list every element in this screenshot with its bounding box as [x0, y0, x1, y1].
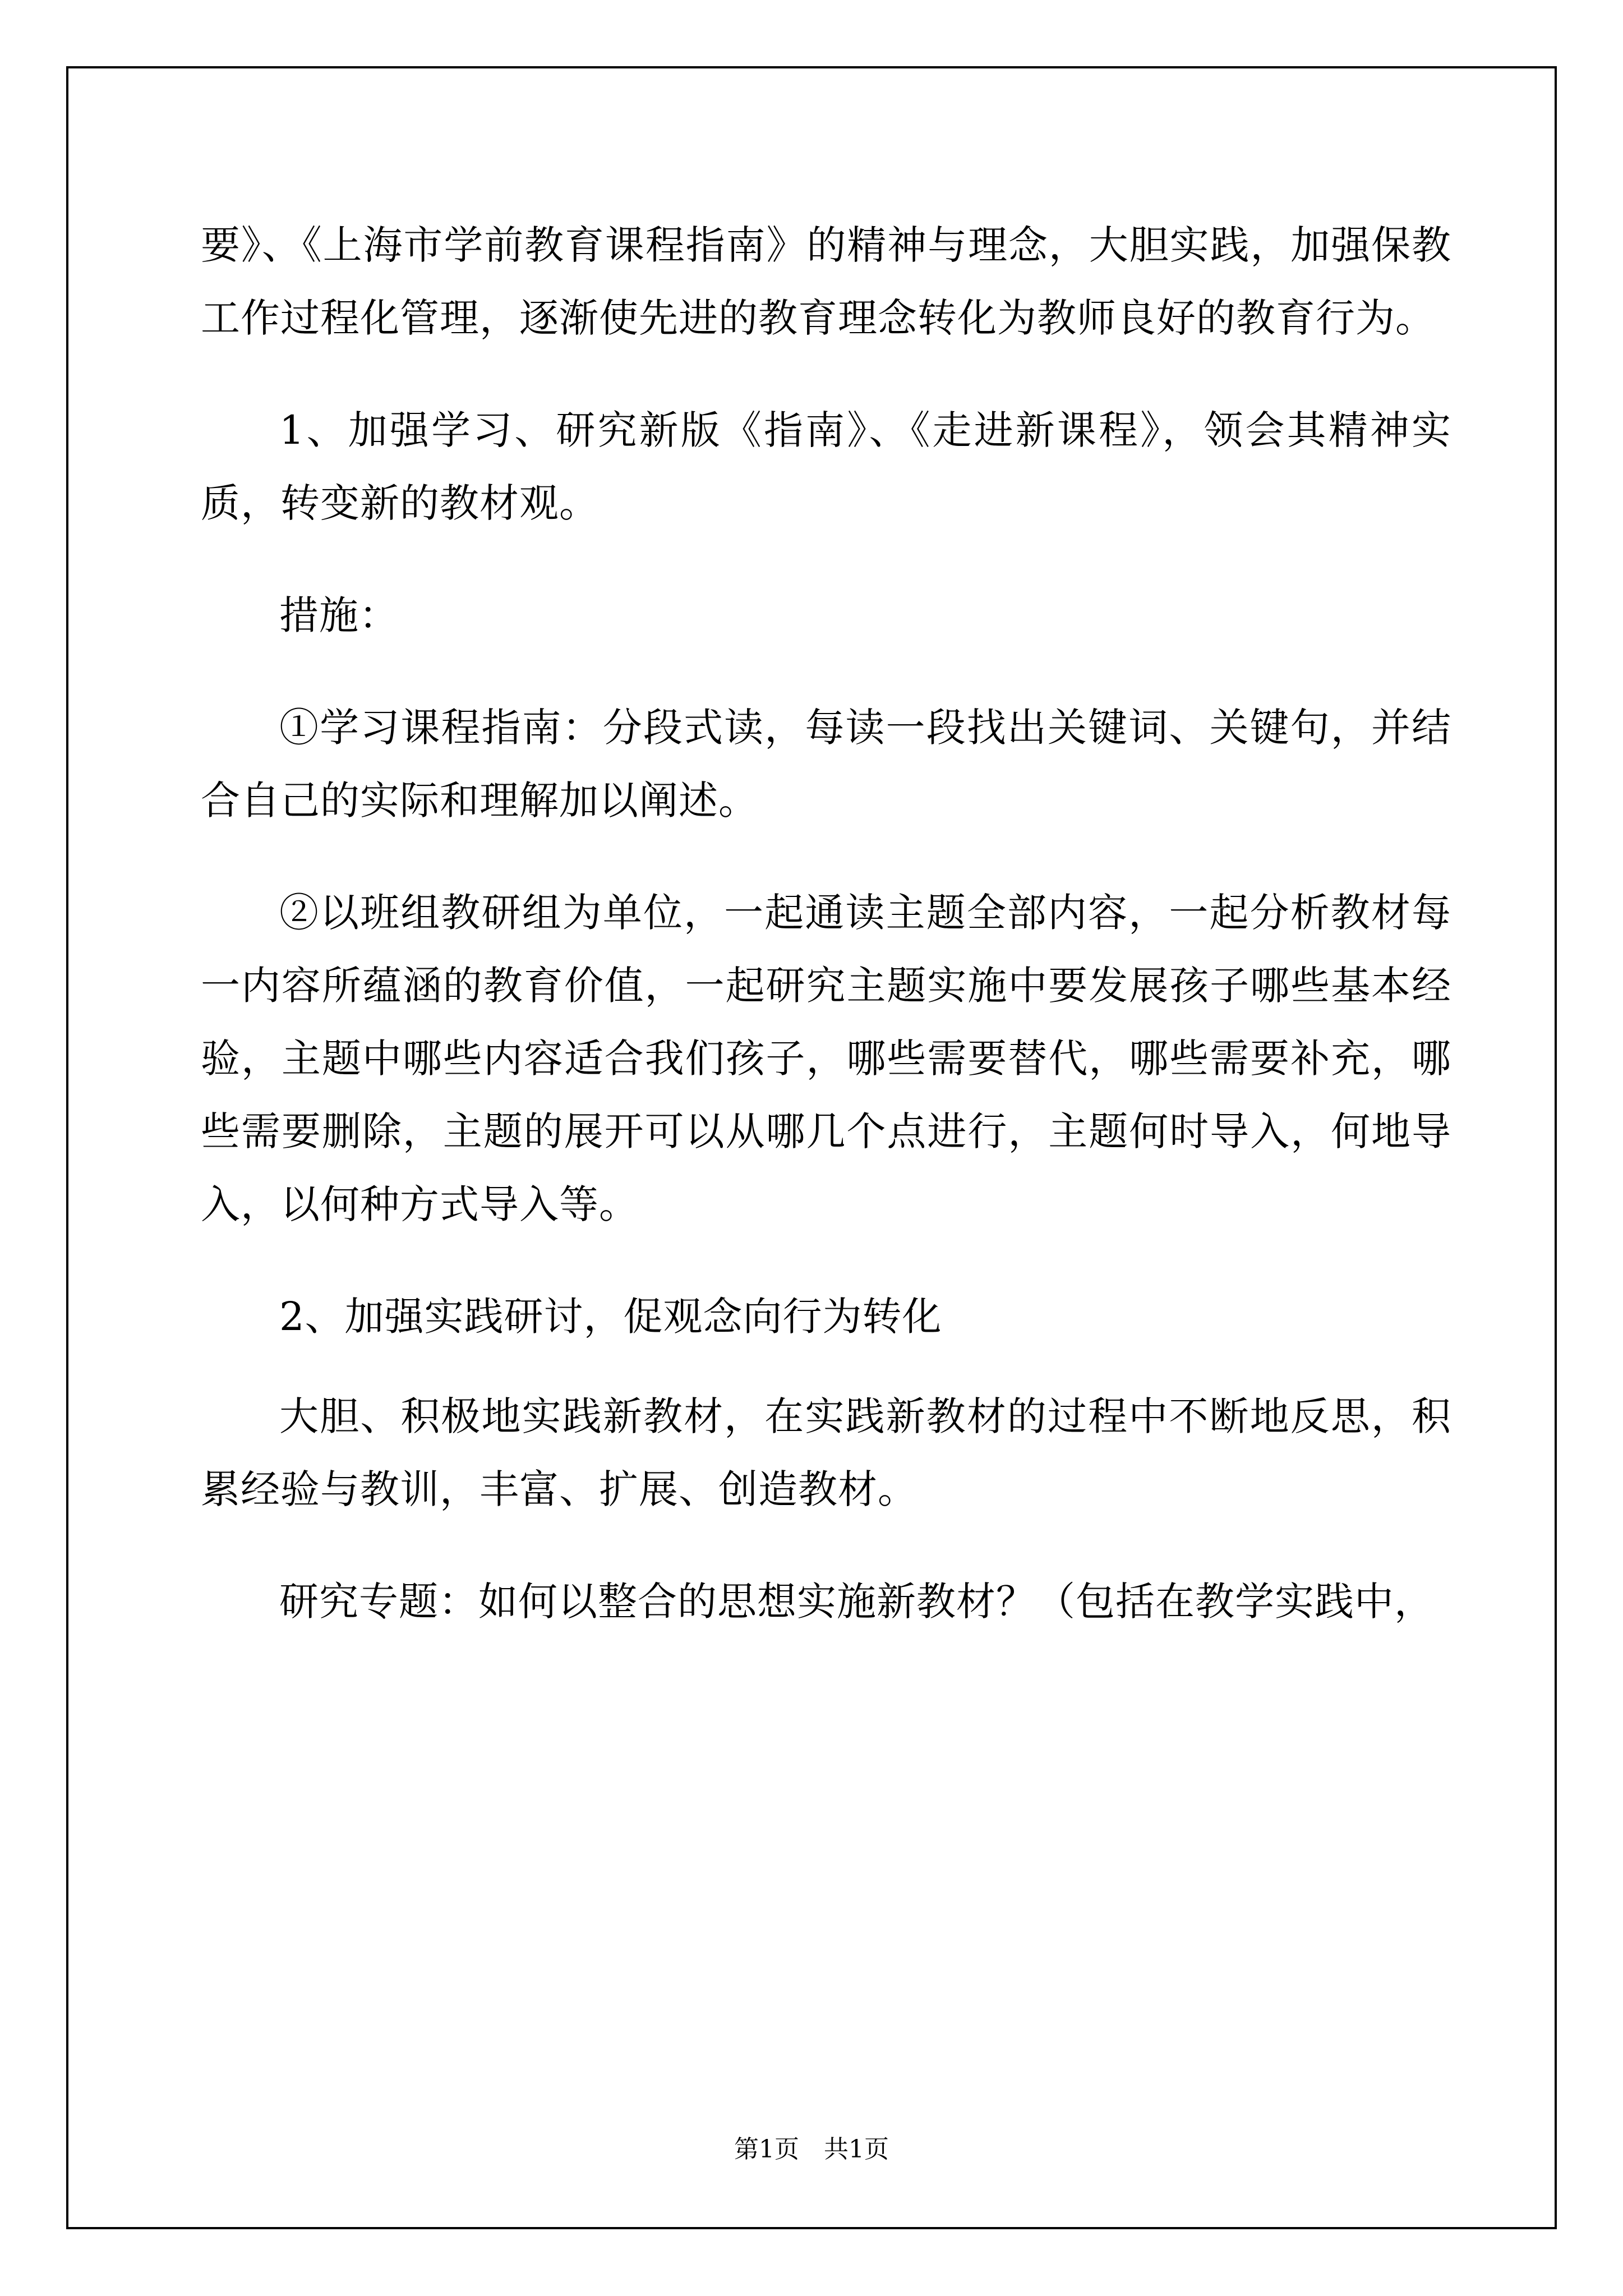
paragraph-measure-2: ②以班组教研组为单位，一起通读主题全部内容，一起分析教材每一内容所蕴涵的教育价值，一起研究主题实施中要发展孩子哪些基本经验，主题中哪些内容适合我们孩子，哪些需要替代，哪些需要补充，哪些需要删除，主题的展开可以从哪几个点进行，主题何时导入，何地导入，以何种方式导入等。	[201, 890, 1451, 1227]
paragraph-practice: 大胆、积极地实践新教材，在实践新教材的过程中不断地反思，积累经验与教训，丰富、扩展、创造教材。	[201, 1393, 1451, 1512]
page-footer	[0, 2133, 1623, 2166]
page-number: 第1页	[734, 2135, 799, 2164]
paragraph-measures-heading: 措施：	[279, 592, 399, 638]
document-body	[201, 209, 1451, 1677]
paragraph-item-2: 2、加强实践研讨，促观念向行为转化	[279, 1294, 942, 1340]
paragraph-measure-1: ①学习课程指南：分段式读，每读一段找出关键词、关键句，并结合自己的实际和理解加以阐述。	[201, 705, 1451, 823]
paragraph-continued: 要》、《上海市学前教育课程指南》的精神与理念，大胆实践，加强保教工作过程化管理，逐渐使先进的教育理念转化为教师良好的教育行为。	[201, 222, 1451, 341]
paragraph-research-topic: 研究专题：如何以整合的思想实施新教材？（包括在教学实践中，	[279, 1579, 1434, 1625]
paragraph-item-1: 1、加强学习、研究新版《指南》、《走进新课程》，领会其精神实质，转变新的教材观。	[201, 407, 1451, 526]
page-total: 共1页	[824, 2135, 889, 2164]
